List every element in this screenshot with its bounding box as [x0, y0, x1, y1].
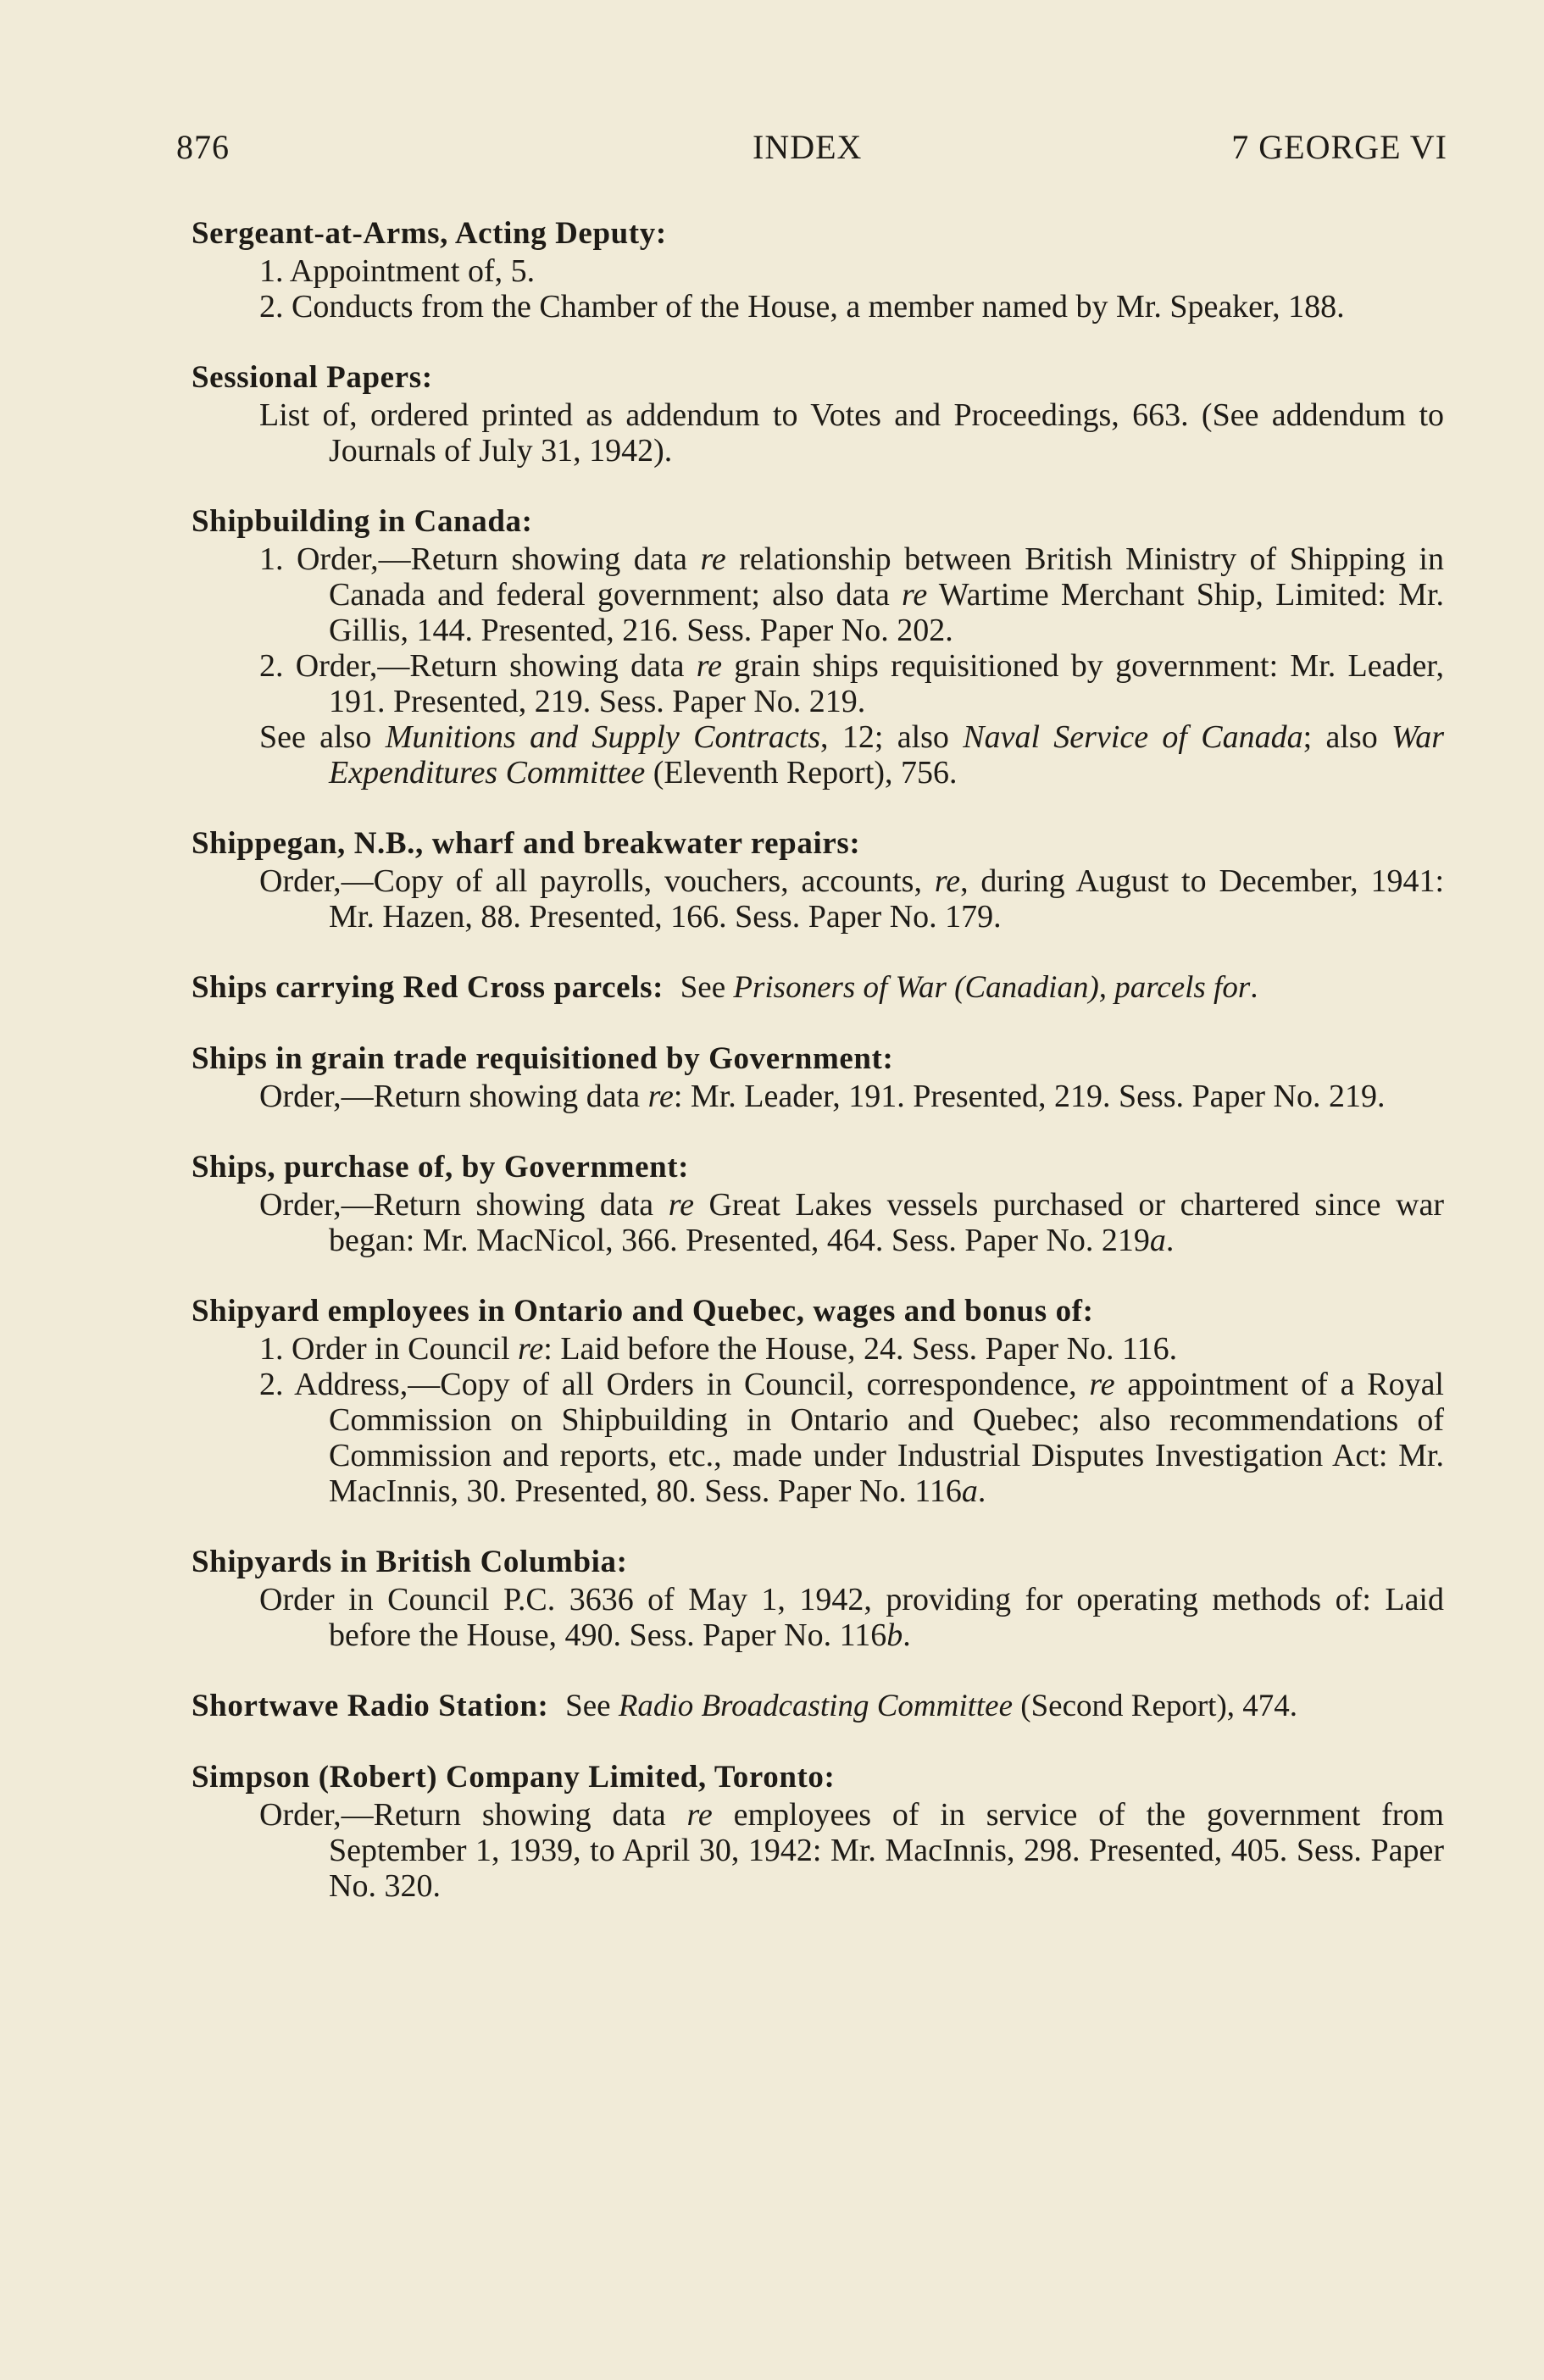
entry-item: Order,—Copy of all payrolls, vouchers, accounts, re, during August to December, 1941: Mr. Hazen, 88. Presented, 166. Sess. Paper No. 179.: [259, 863, 1444, 935]
index-entry: [192, 826, 1444, 935]
entry-item: 1. Appointment of, 5.: [259, 253, 536, 289]
index-entry: [192, 360, 1444, 469]
entry-heading: Ships carrying Red Cross parcels:: [192, 970, 664, 1005]
entry-item: Order in Council P.C. 3636 of May 1, 1942, providing for operating methods of: Laid before the House, 490. Sess. Paper No. 116b.: [259, 1582, 1444, 1653]
entry-heading: Ships in grain trade requisitioned by Government:: [192, 1041, 894, 1076]
page-number: 876: [176, 128, 230, 166]
index-entry: [192, 1294, 1444, 1509]
index-entry: [192, 504, 1444, 791]
entry-heading: Shipbuilding in Canada:: [192, 504, 533, 539]
index-entry: [192, 216, 1444, 325]
entry-item: 1. Order,—Return showing data re relationship between British Ministry of Shipping in Canada and federal government; also data re Wartime Merchant Ship, Limited: Mr. Gillis, 144. Presented, 216. Sess. Paper No. 202.: [259, 541, 1444, 648]
entry-heading: Sergeant-at-Arms, Acting Deputy:: [192, 216, 667, 251]
index-entry: [192, 1545, 1444, 1653]
index-entry: [192, 1689, 1444, 1724]
index-entry: [192, 1760, 1444, 1904]
running-head: [176, 127, 1447, 178]
entry-item: Order,—Return showing data re employees of in service of the government from September 1, 1939, to April 30, 1942: Mr. MacInnis, 298. Presented, 405. Sess. Paper No. 320.: [259, 1797, 1444, 1904]
cross-reference: See Prisoners of War (Canadian), parcels for.: [680, 970, 1258, 1005]
entry-heading: Ships, purchase of, by Government:: [192, 1150, 690, 1184]
entry-heading: Shippegan, N.B., wharf and breakwater repairs:: [192, 826, 861, 861]
entry-item: Order,—Return showing data re: Mr. Leader, 191. Presented, 219. Sess. Paper No. 219.: [259, 1079, 1386, 1114]
entry-item: 2. Order,—Return showing data re grain ships requisitioned by government: Mr. Leader, 191. Presented, 219. Sess. Paper No. 219.: [259, 648, 1444, 719]
entry-heading: Simpson (Robert) Company Limited, Toronto:: [192, 1760, 836, 1795]
entry-heading: Shipyard employees in Ontario and Quebec, wages and bonus of:: [192, 1294, 1094, 1329]
entry-item: See also Munitions and Supply Contracts, 12; also Naval Service of Canada; also War Expenditures Committee (Eleventh Report), 756.: [259, 719, 1444, 791]
index-entry: [192, 1150, 1444, 1258]
session-label: 7 GEORGE VI: [1231, 128, 1447, 166]
entry-heading-with-cross-reference: [192, 970, 1444, 1006]
index-entry: [192, 1041, 1444, 1114]
entry-heading: Sessional Papers:: [192, 360, 433, 395]
entry-item: 1. Order in Council re: Laid before the House, 24. Sess. Paper No. 116.: [259, 1331, 1178, 1367]
entry-heading: Shortwave Radio Station:: [192, 1689, 549, 1723]
entry-item: Order,—Return showing data re Great Lakes vessels purchased or chartered since war began: Mr. MacNicol, 366. Presented, 464. Sess. Paper No. 219a.: [259, 1187, 1444, 1258]
entry-item: 2. Address,—Copy of all Orders in Council, correspondence, re appointment of a Royal Commission on Shipbuilding in Ontario and Quebec; also recommendations of Commission and reports, etc., made under Industrial Disputes Investigation Act: Mr. MacInnis, 30. Presented, 80. Sess. Paper No. 116a.: [259, 1367, 1444, 1509]
index-entries: [192, 216, 1444, 1939]
entry-item: 2. Conducts from the Chamber of the House, a member named by Mr. Speaker, 188.: [259, 289, 1345, 325]
index-entry: [192, 970, 1444, 1006]
entry-heading: Shipyards in British Columbia:: [192, 1545, 628, 1579]
page-title: INDEX: [753, 128, 863, 166]
entry-item: List of, ordered printed as addendum to Votes and Proceedings, 663. (See addendum to Journals of July 31, 1942).: [259, 397, 1444, 469]
cross-reference: See Radio Broadcasting Committee (Second Report), 474.: [565, 1689, 1298, 1723]
entry-heading-with-cross-reference: [192, 1689, 1444, 1724]
